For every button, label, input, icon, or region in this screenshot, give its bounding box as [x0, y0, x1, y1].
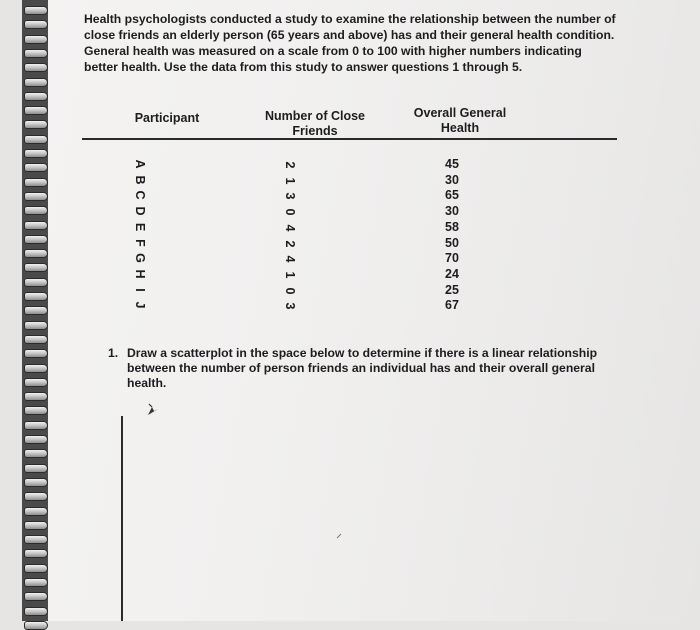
binding-ring [24, 464, 48, 473]
cursor-arrow-icon [146, 403, 160, 417]
spiral-binding [22, 0, 48, 621]
binding-ring [24, 406, 48, 415]
binding-ring [24, 621, 48, 630]
binding-ring [24, 364, 48, 373]
health-cell: 58 [445, 219, 459, 234]
participant-cell: C [133, 190, 147, 200]
friends-cell: 2 [283, 240, 297, 247]
binding-ring [24, 49, 48, 58]
binding-ring [24, 78, 48, 87]
binding-ring [24, 20, 48, 29]
participant-cell: H [133, 269, 147, 279]
health-cell: 67 [445, 298, 459, 313]
binding-ring [24, 263, 48, 272]
friends-header-line1: Number of Close [264, 109, 365, 123]
health-cell: 30 [445, 204, 459, 219]
health-cell: 24 [445, 266, 459, 281]
friends-cell: 4 [283, 255, 297, 263]
friends-cell: 1 [283, 271, 297, 279]
binding-ring [24, 149, 48, 158]
friends-cell: 2 [283, 161, 297, 169]
question-1-text: Draw a scatterplot in the space below to determine if there is a linear relationship between the number of person friends an individual has and their overall general health. [127, 346, 598, 390]
participant-cell: J [133, 301, 147, 309]
binding-ring [24, 178, 48, 187]
binding-ring [24, 278, 48, 287]
binding-ring [24, 35, 48, 44]
participant-cell: F [133, 238, 147, 247]
binding-ring [24, 120, 48, 129]
binding-ring [24, 6, 48, 15]
binding-ring [24, 449, 48, 458]
friends-cell: 1 [283, 177, 297, 185]
binding-ring [24, 221, 48, 230]
friends-cell: 0 [283, 208, 297, 216]
health-cell: 65 [445, 188, 459, 203]
binding-ring [24, 521, 48, 530]
binding-ring [24, 321, 48, 330]
participant-cell: E [133, 222, 147, 231]
binding-ring [24, 135, 48, 144]
health-header-line2: Health [440, 121, 480, 135]
binding-ring [24, 492, 48, 501]
pencil-speck-mark [336, 533, 342, 539]
table-header-rule [82, 138, 617, 140]
binding-ring [24, 306, 48, 315]
health-cell: 45 [445, 157, 459, 171]
health-cell: 25 [445, 282, 459, 297]
participant-cell: A [133, 159, 147, 169]
health-cell: 50 [445, 235, 459, 250]
friends-header-line2: Friends [292, 124, 338, 138]
participant-cell: I [133, 287, 147, 292]
question-1-number: 1. [108, 346, 119, 360]
binding-ring [24, 192, 48, 201]
friends-header [252, 109, 378, 139]
participant-cell: G [133, 253, 147, 264]
binding-ring [24, 163, 48, 172]
binding-ring [24, 92, 48, 101]
friends-cell: 3 [283, 302, 297, 310]
binding-ring [24, 235, 48, 244]
binding-ring [24, 564, 48, 573]
health-header-line1: Overall General [413, 106, 507, 120]
binding-ring [24, 421, 48, 430]
friends-cell: 3 [283, 192, 297, 200]
worksheet-page [22, 0, 700, 621]
scatterplot-axis-line [121, 416, 123, 621]
binding-ring [24, 578, 48, 587]
binding-ring [24, 378, 48, 387]
intro-paragraph: Health psychologists conducted a study to examine the relationship between the number of close friends an elderly person (65 years and above) has and their general health condition. General health was measured on a scale from 0 to 100 with higher numbers indicating better health. Use the data from this study to answer questions 1 through 5. [84, 12, 616, 74]
binding-ring [24, 549, 48, 558]
participant-cell: D [133, 206, 147, 216]
binding-ring [24, 335, 48, 344]
participant-cell: B [133, 175, 147, 185]
binding-ring [24, 478, 48, 487]
health-header [398, 106, 522, 136]
binding-ring [24, 392, 48, 401]
binding-ring [24, 249, 48, 258]
binding-ring [24, 206, 48, 215]
binding-ring [24, 292, 48, 301]
binding-ring [24, 63, 48, 72]
binding-ring [24, 607, 48, 616]
binding-ring [24, 349, 48, 358]
binding-ring [24, 535, 48, 544]
friends-cell: 0 [283, 287, 297, 295]
binding-ring [24, 435, 48, 444]
participant-header: Participant [134, 111, 200, 125]
friends-cell: 4 [283, 224, 297, 232]
binding-ring [24, 592, 48, 601]
binding-ring [24, 507, 48, 516]
binding-ring [24, 106, 48, 115]
health-cell: 70 [445, 251, 459, 266]
health-cell: 30 [445, 172, 459, 187]
